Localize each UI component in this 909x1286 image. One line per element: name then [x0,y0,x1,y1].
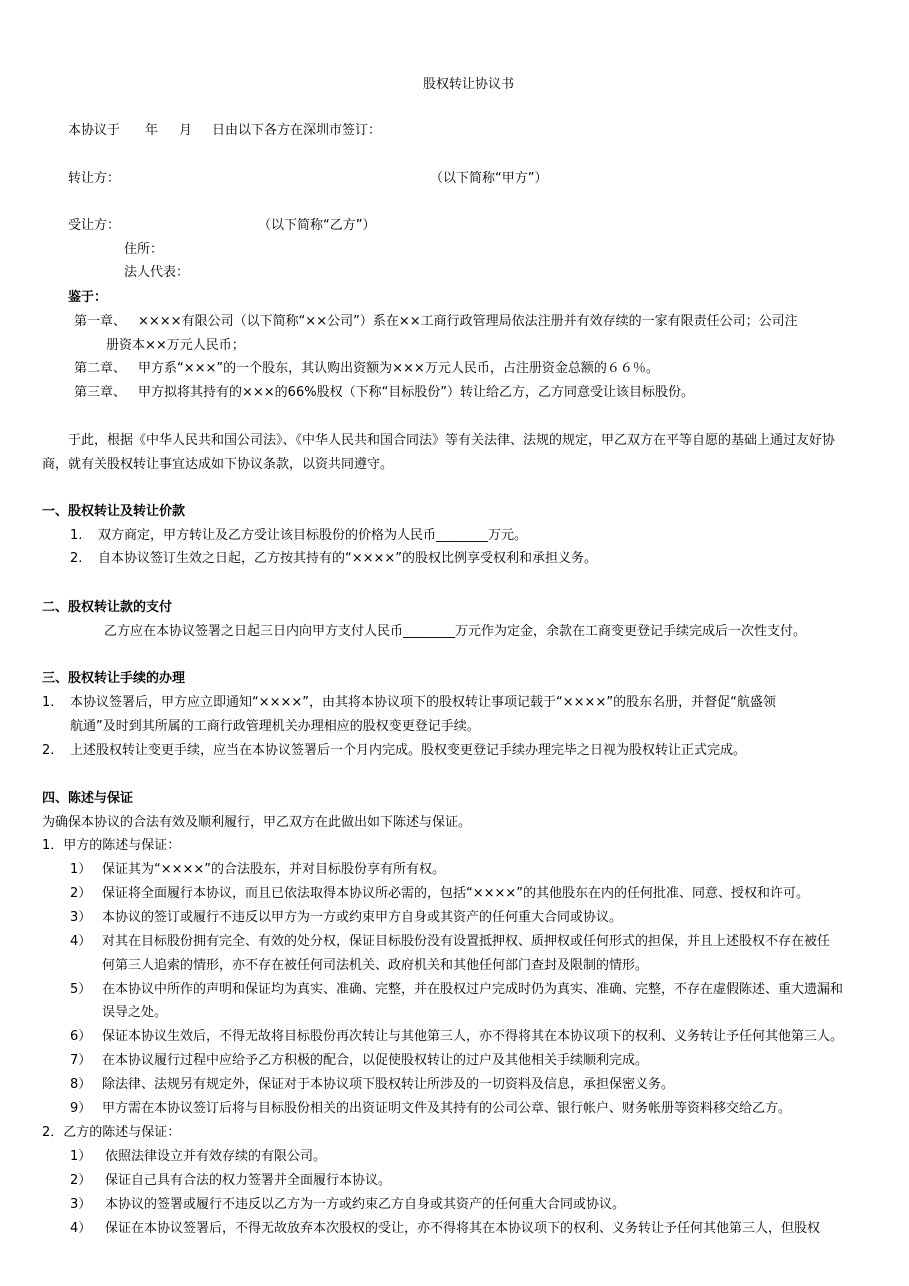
section-1-item-1-number: 1. [70,528,83,543]
party-a-item-5-text: 在本协议中所作的声明和保证均为真实、准确、完整，并在股权过户完成时仍为真实、准确、完整，不存在虚假陈述、重大遗漏和 [102,982,844,997]
whereas-heading: 鉴于： [68,290,108,305]
party-a-item-5-number: 5） [70,982,92,997]
party-b-item-1-number: 1） [70,1149,92,1164]
party-b-heading: 2．乙方的陈述与保证： [42,1125,181,1140]
party-b-item-3-number: 3） [70,1197,92,1212]
section-3-item-1-line-1: 本协议签署后，甲方应立即通知“××××”，由其将本协议项下的股权转让事项记载于“××××”的股东名册，并督促“航盛领 [70,695,776,710]
section-2-text: 乙方应在本协议签署之日起三日内向甲方支付人民币________万元作为定金，余款在工商变更登记手续完成后一次性支付。 [104,624,807,639]
transferor-abbr: （以下简称“甲方”） [430,171,548,186]
party-a-item-9-number: 9） [70,1101,92,1116]
party-b-item-4-text: 保证在本协议签署后，不得无故放弃本次股权的受让，亦不得将其在本协议项下的权利、义务转让予任何其他第三人，但股权 [105,1221,821,1236]
section-1-item-1-text: 双方商定，甲方转让及乙方受让该目标股份的价格为人民币________万元。 [98,528,528,543]
party-a-item-4-text: 对其在目标股份拥有完全、有效的处分权，保证目标股份没有设置抵押权、质押权或任何形式的担保，并且上述股权不存在被任 [102,934,831,949]
section-3-item-2-line-1: 上述股权转让变更手续，应当在本协议签署后一个月内完成。股权变更登记手续办理完毕之日视为股权转让正式完成。 [70,743,747,758]
party-a-item-2-number: 2） [70,886,92,901]
party-a-item-1-text: 保证其为“××××”的合法股东，并对目标股份享有所有权。 [102,862,446,877]
party-a-item-7-number: 7） [70,1053,92,1068]
preamble-line-1: 于此，根据《中华人民共和国公司法》、《中华人民共和国合同法》等有关法律、法规的规定，甲乙双方在平等自愿的基础上通过友好协 [68,433,836,448]
party-b-item-1-text: 依照法律设立并有效存续的有限公司。 [105,1149,327,1164]
section-1-item-2-number: 2. [70,551,83,566]
chapter-1-number: 第一章、 [74,314,127,329]
party-a-item-9-text: 甲方需在本协议签订后将与目标股份相关的出资证明文件及其持有的公司公章、银行帐户、财务帐册等资料移交给乙方。 [102,1101,792,1116]
intro-day-rest: 日由以下各方在深圳市签订： [212,123,382,138]
section-3-heading: 三、股权转让手续的办理 [42,671,186,686]
party-a-heading: 1．甲方的陈述与保证： [42,838,181,853]
party-a-item-7-text: 在本协议履行过程中应给予乙方积极的配合，以促使股权转让的过户及其他相关手续顺利完成。 [102,1053,649,1068]
preamble-line-2: 商，就有关股权转让事宜达成如下协议条款，以资共同遵守。 [42,457,394,472]
section-1-heading: 一、股权转让及转让价款 [42,504,186,519]
chapter-1-text: ××××有限公司（以下简称“××公司”）系在××工商行政管理局依法注册并有效存续的一家有限责任公司；公司注 [138,314,798,329]
section-4-heading: 四、陈述与保证 [42,791,134,806]
chapter-1-text-cont: 册资本××万元人民币； [106,338,245,353]
party-a-item-6-text: 保证本协议生效后，不得无故将目标股份再次转让与其他第三人，亦不得将其在本协议项下的权利、义务转让予任何其他第三人。 [102,1029,844,1044]
section-3-item-1-line-2: 航通”及时到其所属的工商行政管理机关办理相应的股权变更登记手续。 [70,719,480,734]
transferee-label: 受让方： [68,218,121,233]
section-4-intro: 为确保本协议的合法有效及顺利履行，甲乙双方在此做出如下陈述与保证。 [42,815,472,830]
party-a-item-3-number: 3） [70,910,92,925]
party-a-item-1-number: 1） [70,862,92,877]
party-b-item-4-number: 4） [70,1221,92,1236]
intro-year: 年 [145,123,159,138]
document-title: 股权转让协议书 [423,77,515,92]
party-a-item-4-number: 4） [70,934,92,949]
chapter-3-number: 第三章、 [74,385,127,400]
chapter-3-text: 甲方拟将其持有的×××的66%股权（下称“目标股份”）转让给乙方，乙方同意受让该目标股份。 [138,385,695,400]
party-b-item-2-number: 2） [70,1173,92,1188]
chapter-2-number: 第二章、 [74,361,127,376]
transferee-address: 住所： [124,242,164,257]
party-a-item-3-text: 本协议的签订或履行不违反以甲方为一方或约束甲方自身或其资产的任何重大合同或协议。 [102,910,623,925]
party-a-item-8-number: 8） [70,1077,92,1092]
section-3-item-2-number: 2. [42,743,55,758]
section-1-item-2-text: 自本协议签订生效之日起，乙方按其持有的“××××”的股权比例享受权利和承担义务。 [98,551,598,566]
party-a-item-2-text: 保证将全面履行本协议，而且已依法取得本协议所必需的，包括“××××”的其他股东在内的任何批准、同意、授权和许可。 [102,886,810,901]
intro-prefix: 本协议于 [68,123,121,138]
party-b-item-3-text: 本协议的签署或履行不违反以乙方为一方或约束乙方自身或其资产的任何重大合同或协议。 [105,1197,626,1212]
transferee-legal-rep: 法人代表： [124,265,190,280]
section-3-item-1-number: 1. [42,695,55,710]
transferor-label: 转让方： [68,171,121,186]
party-a-item-6-number: 6） [70,1029,92,1044]
party-a-item-5-text-cont: 误导之处。 [102,1005,168,1020]
party-a-item-8-text: 除法律、法规另有规定外，保证对于本协议项下股权转让所涉及的一切资料及信息，承担保密义务。 [102,1077,675,1092]
transferee-abbr: （以下简称“乙方”） [258,218,376,233]
intro-month: 月 [179,123,193,138]
party-b-item-2-text: 保证自己具有合法的权力签署并全面履行本协议。 [105,1173,392,1188]
chapter-2-text: 甲方系“×××”的一个股东，其认购出资额为×××万元人民币，占注册资金总额的６６％。 [138,361,659,376]
party-a-item-4-text-cont: 何第三人追索的情形，亦不存在被任何司法机关、政府机关和其他任何部门查封及限制的情形。 [102,958,649,973]
section-2-heading: 二、股权转让款的支付 [42,600,173,615]
